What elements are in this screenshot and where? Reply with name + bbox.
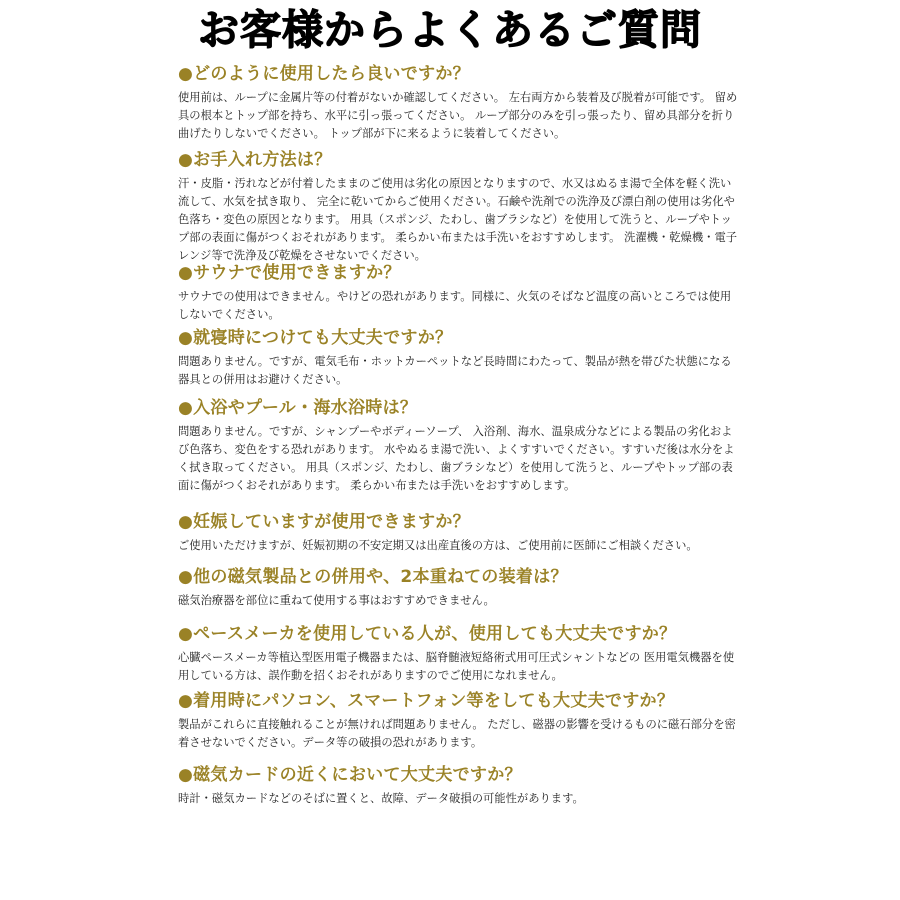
faq-question: ●入浴やプール・海水浴時は？ xyxy=(178,398,418,418)
faq-item-pregnancy xyxy=(178,511,878,555)
faq-answer: 心臓ペースメーカ等植込型医用電子機器または、脳脊髄液短絡術式用可圧式シャントなどの 医用電気機器を使用している方は、誤作動を招くおそれがありますのでご使用になれません。 xyxy=(178,651,735,682)
faq-question: ●妊娠していますが使用できますか？ xyxy=(178,512,470,532)
faq-question: ●着用時にパソコン、スマートフォン等をしても大丈夫ですか？ xyxy=(178,691,675,711)
faq-question: ●お手入れ方法は？ xyxy=(178,150,332,170)
faq-item-bath xyxy=(178,397,878,495)
faq-item-sleep xyxy=(178,327,878,389)
faq-item-pc-smartphone xyxy=(178,690,878,752)
faq-item-magnetic-card xyxy=(178,764,878,808)
faq-answer: 汗・皮脂・汚れなどが付着したままのご使用は劣化の原因となりますので、水又はぬるま湯で全体を軽く洗い流して、水気を拭き取り、 完全に乾いてからご使用ください。石鹸や洗剤での洗浄及び漂白剤の使用は劣化や色落ち・変色の原因となります。 用具（スポンジ、たわし、歯ブラシなど）を使用して洗うと、ループやトップ部の表面に傷がつくおそれがあります。 柔らかい布または手洗いをおすすめします。 洗濯機・乾燥機・電子レンジ等で洗浄及び乾燥をさせないでください。 xyxy=(178,177,738,262)
faq-item-sauna xyxy=(178,262,878,324)
faq-answer: ご使用いただけますが、妊娠初期の不安定期又は出産直後の方は、ご使用前に医師にご相談ください。 xyxy=(178,539,698,552)
faq-question: ●サウナで使用できますか？ xyxy=(178,263,401,283)
page-title: お客様からよくあるご質問 xyxy=(198,6,702,54)
faq-item-pacemaker xyxy=(178,623,878,685)
faq-item-care xyxy=(178,149,878,265)
faq-item-usage xyxy=(178,63,878,143)
faq-question: ●ペースメーカを使用している人が、使用しても大丈夫ですか？ xyxy=(178,624,677,644)
faq-answer: 問題ありません。ですが、電気毛布・ホットカーペットなど長時間にわたって、製品が熱を帯びた状態になる器具との併用はお避けください。 xyxy=(178,355,732,386)
faq-answer: サウナでの使用はできません。やけどの恐れがあります。同様に、火気のそばなど温度の高いところでは使用しないでください。 xyxy=(178,290,732,321)
faq-answer: 問題ありません。ですが、シャンプーやボディーソープ、 入浴剤、海水、温泉成分などによる製品の劣化および色落ち、変色をする恐れがあります。 水やぬるま湯で洗い、よくすすいでください。すすいだ後は水分をよく拭き取ってください。 用具（スポンジ、たわし、歯ブラシなど）を使用して洗うと、ループやトップ部の表面に傷がつくおそれがあります。 柔らかい布または手洗いをおすすめします。 xyxy=(178,425,735,492)
faq-answer: 製品がこれらに直接触れることが無ければ問題ありません。 ただし、磁器の影響を受けるものに磁石部分を密着させないでください。データ等の破損の恐れがあります。 xyxy=(178,718,736,749)
faq-answer: 時計・磁気カードなどのそばに置くと、故障、データ破損の可能性があります。 xyxy=(178,792,584,805)
faq-question: ●磁気カードの近くにおいて大丈夫ですか？ xyxy=(178,765,522,785)
faq-question: ●どのように使用したら良いですか？ xyxy=(178,64,470,84)
faq-answer: 使用前は、ループに金属片等の付着がないか確認してください。 左右両方から装着及び脱着が可能です。 留め具の根本とトップ部を持ち、水平に引っ張ってください。 ループ部分のみを引っ張ったり、留め具部分を折り曲げたりしないでください。 トップ部が下に来るように装着してください。 xyxy=(178,91,738,140)
faq-question: ●就寝時につけても大丈夫ですか？ xyxy=(178,328,453,348)
faq-answer: 磁気治療器を部位に重ねて使用する事はおすすめできません。 xyxy=(178,594,495,607)
faq-question: ●他の磁気製品との併用や、2本重ねての装着は？ xyxy=(178,567,568,587)
faq-item-other-magnetic xyxy=(178,566,878,610)
